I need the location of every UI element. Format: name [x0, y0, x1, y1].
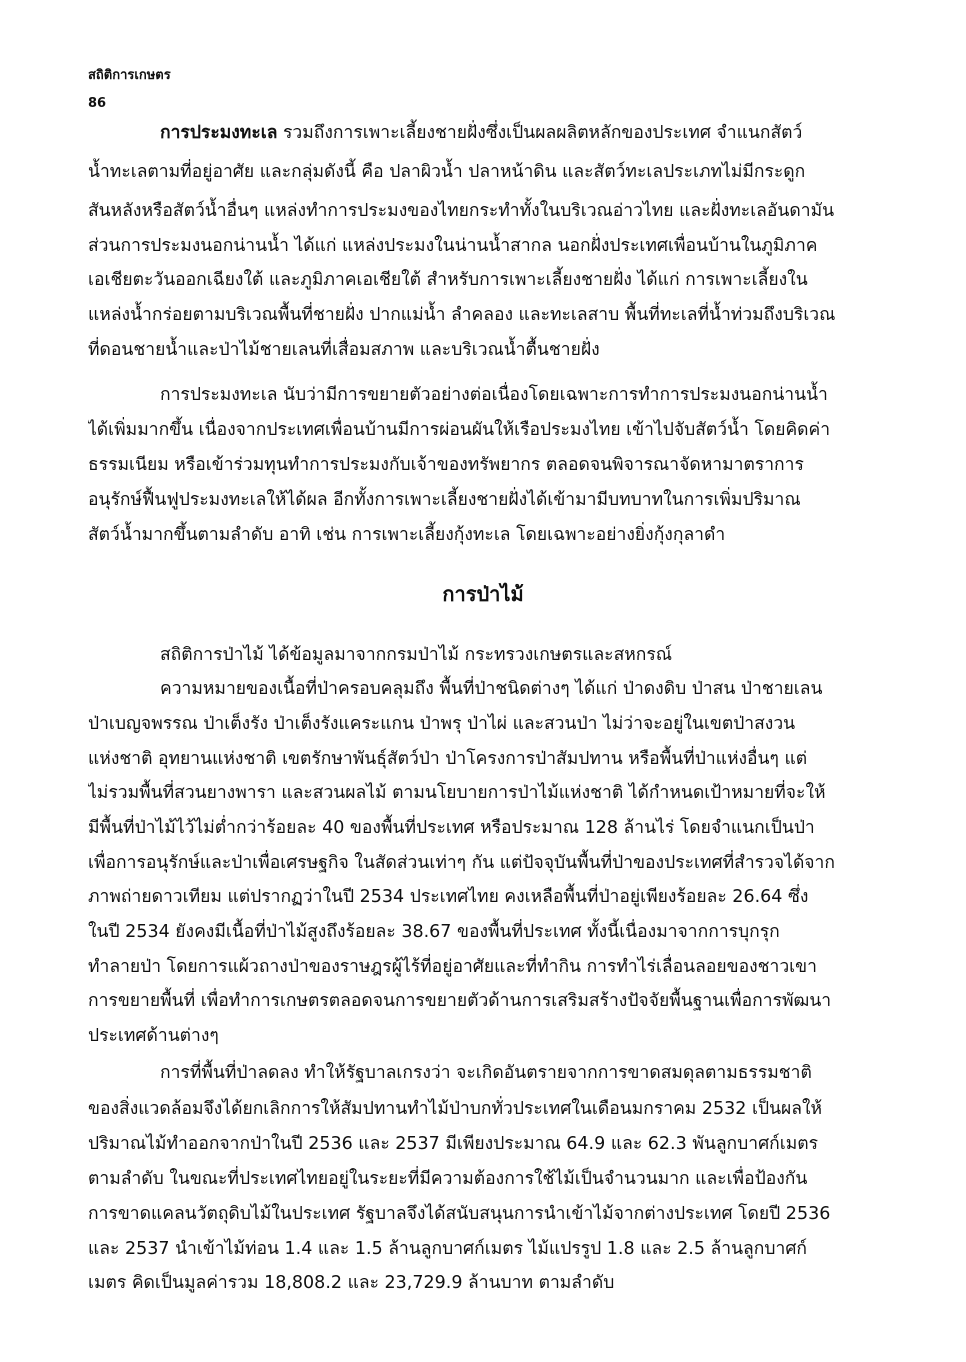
- paragraph-line: สัตว์น้ำมากขึ้นตามลำดับ อาทิ เช่น การเพาะเลี้ยงกุ้งทะเล โดยเฉพาะอย่างยิ่งกุ้งกุลาดำ: [88, 525, 726, 545]
- source-line: สถิติการป่าไม้ ได้ข้อมูลมาจากกรมป่าไม้ กระทรวงเกษตรและสหกรณ์: [160, 645, 673, 665]
- paragraph-line: ของสิ่งแวดล้อมจึงได้ยกเลิกการให้สัมปทานทำไม้ป่าบกทั่วประเทศในเดือนมกราคม 2532 เป็นผลให้: [88, 1099, 823, 1119]
- paragraph-line: ในปี 2534 ยังคงมีเนื้อที่ป่าไม้สูงถึงร้อยละ 38.67 ของพื้นที่ประเทศ ทั้งนี้เนื่องมาจากการบุกรุก: [88, 922, 780, 942]
- paragraph-line: และ 2537 นำเข้าไม้ท่อน 1.4 และ 1.5 ล้านลูกบาศก์เมตร ไม้แปรรูป 1.8 และ 2.5 ล้านลูกบาศก์: [88, 1239, 808, 1259]
- paragraph-text: รวมถึงการเพาะเลี้ยงชายฝั่งซึ่งเป็นผลผลิตหลักของประเทศ จำแนกสัตว์: [283, 123, 803, 143]
- paragraph-line: ตามลำดับ ในขณะที่ประเทศไทยอยู่ในระยะที่มีความต้องการใช้ไม้เป็นจำนวนมาก และเพื่อป้องกัน: [88, 1169, 808, 1189]
- paragraph-line: ไม่รวมพื้นที่สวนยางพารา และสวนผลไม้ ตามนโยบายการป่าไม้แห่งชาติ ได้กำหนดเป้าหมายที่จะให้: [88, 783, 826, 803]
- paragraph-line: การที่พื้นที่ป่าลดลง ทำให้รัฐบาลเกรงว่า จะเกิดอันตรายจากการขาดสมดุลตามธรรมชาติ: [160, 1063, 812, 1083]
- paragraph-line: เพื่อการอนุรักษ์และป่าเพื่อเศรษฐกิจ ในสัดส่วนเท่าๆ กัน แต่ปัจจุบันพื้นที่ป่าของประเทศที่สำรวจได้จาก: [88, 853, 835, 873]
- paragraph-line: ทำลายป่า โดยการแผ้วถางป่าของราษฎรผู้ไร้ที่อยู่อาศัยและที่ทำกิน การทำไร่เลื่อนลอยของชาวเขา: [88, 957, 817, 977]
- running-header: สถิติการเกษตร: [88, 68, 171, 83]
- paragraph-line: น้ำทะเลตามที่อยู่อาศัย และกลุ่มดังนี้ คือ ปลาผิวน้ำ ปลาหน้าดิน และสัตว์ทะเลประเภทไม่มีกระดูก: [88, 162, 806, 182]
- paragraph-line: สันหลังหรือสัตว์น้ำอื่นๆ แหล่งทำการประมงของไทยกระทำทั้งในบริเวณอ่าวไทย และฝั่งทะเลอันดามัน: [88, 201, 835, 221]
- paragraph-line: แห่งชาติ อุทยานแห่งชาติ เขตรักษาพันธุ์สัตว์ป่า ป่าโครงการป่าสัมปทาน หรือพื้นที่ป่าแห่งอื่นๆ แต่: [88, 749, 808, 769]
- section-title: การป่าไม้: [442, 582, 524, 606]
- paragraph-line: ที่ดอนชายน้ำและป่าไม้ชายเลนที่เสื่อมสภาพ และบริเวณน้ำตื้นชายฝั่ง: [88, 340, 600, 360]
- paragraph-line: [160, 116, 880, 150]
- paragraph-lead: การประมงทะเล: [160, 123, 278, 143]
- paragraph-line: เอเชียตะวันออกเฉียงใต้ และภูมิภาคเอเชียใต้ สำหรับการเพาะเลี้ยงชายฝั่ง ได้แก่ การเพาะเลี้ยงใน: [88, 270, 808, 290]
- paragraph-line: ได้เพิ่มมากขึ้น เนื่องจากประเทศเพื่อนบ้านมีการผ่อนผันให้เรือประมงไทย เข้าไปจับสัตว์น้ำ โดยคิดค่า: [88, 420, 831, 440]
- paragraph-line: ธรรมเนียม หรือเข้าร่วมทุนทำการประมงกับเจ้าของทรัพยากร ตลอดจนพิจารณาจัดหามาตราการ: [88, 455, 804, 475]
- paragraph-line: ความหมายของเนื้อที่ป่าครอบคลุมถึง พื้นที่ป่าชนิดต่างๆ ได้แก่ ป่าดงดิบ ป่าสน ป่าชายเลน: [160, 679, 823, 699]
- paragraph-line: การขาดแคลนวัตถุดิบไม้ในประเทศ รัฐบาลจึงได้สนับสนุนการนำเข้าไม้จากต่างประเทศ โดยปี 2536: [88, 1204, 831, 1224]
- paragraph-line: ป่าเบญจพรรณ ป่าเต็งรัง ป่าเต็งรังแคระแกน ป่าพรุ ป่าไผ่ และสวนป่า ไม่ว่าจะอยู่ในเขตป่าสงวน: [88, 714, 796, 734]
- paragraph-line: ประเทศด้านต่างๆ: [88, 1026, 219, 1046]
- page-number: 86: [88, 96, 107, 111]
- paragraph-line: การขยายพื้นที่ เพื่อทำการเกษตรตลอดจนการขยายตัวด้านการเสริมสร้างปัจจัยพื้นฐานเพื่อการพัฒนา: [88, 991, 832, 1011]
- paragraph-line: ส่วนการประมงนอกน่านน้ำ ได้แก่ แหล่งประมงในน่านน้ำสากล นอกฝั่งประเทศเพื่อนบ้านในภูมิภาค: [88, 236, 818, 256]
- paragraph-line: ภาพถ่ายดาวเทียม แต่ปรากฏว่าในปี 2534 ประเทศไทย คงเหลือพื้นที่ป่าอยู่เพียงร้อยละ 26.64 ซึ่ง: [88, 887, 809, 907]
- paragraph-line: แหล่งน้ำกร่อยตามบริเวณพื้นที่ชายฝั่ง ปากแม่น้ำ ลำคลอง และทะเลสาบ พื้นที่ทะเลที่น้ำท่วมถึงบริเวณ: [88, 305, 836, 325]
- paragraph-line: อนุรักษ์ฟื้นฟูประมงทะเลให้ได้ผล อีกทั้งการเพาะเลี้ยงชายฝั่งได้เข้ามามีบทบาทในการเพิ่มปริมาณ: [88, 490, 801, 510]
- paragraph-line: เมตร คิดเป็นมูลค่ารวม 18,808.2 และ 23,729.9 ล้านบาท ตามลำดับ: [88, 1273, 615, 1293]
- paragraph-line: มีพื้นที่ป่าไม้ไว้ไม่ต่ำกว่าร้อยละ 40 ของพื้นที่ประเทศ หรือประมาณ 128 ล้านไร่ โดยจำแนกเป็นป่า: [88, 818, 815, 838]
- paragraph-line: ปริมาณไม้ทำออกจากป่าในปี 2536 และ 2537 มีเพียงประมาณ 64.9 และ 62.3 พันลูกบาศก์เมตร: [88, 1134, 819, 1154]
- paragraph-line: การประมงทะเล นับว่ามีการขยายตัวอย่างต่อเนื่องโดยเฉพาะการทำการประมงนอกน่านน้ำ: [160, 385, 828, 405]
